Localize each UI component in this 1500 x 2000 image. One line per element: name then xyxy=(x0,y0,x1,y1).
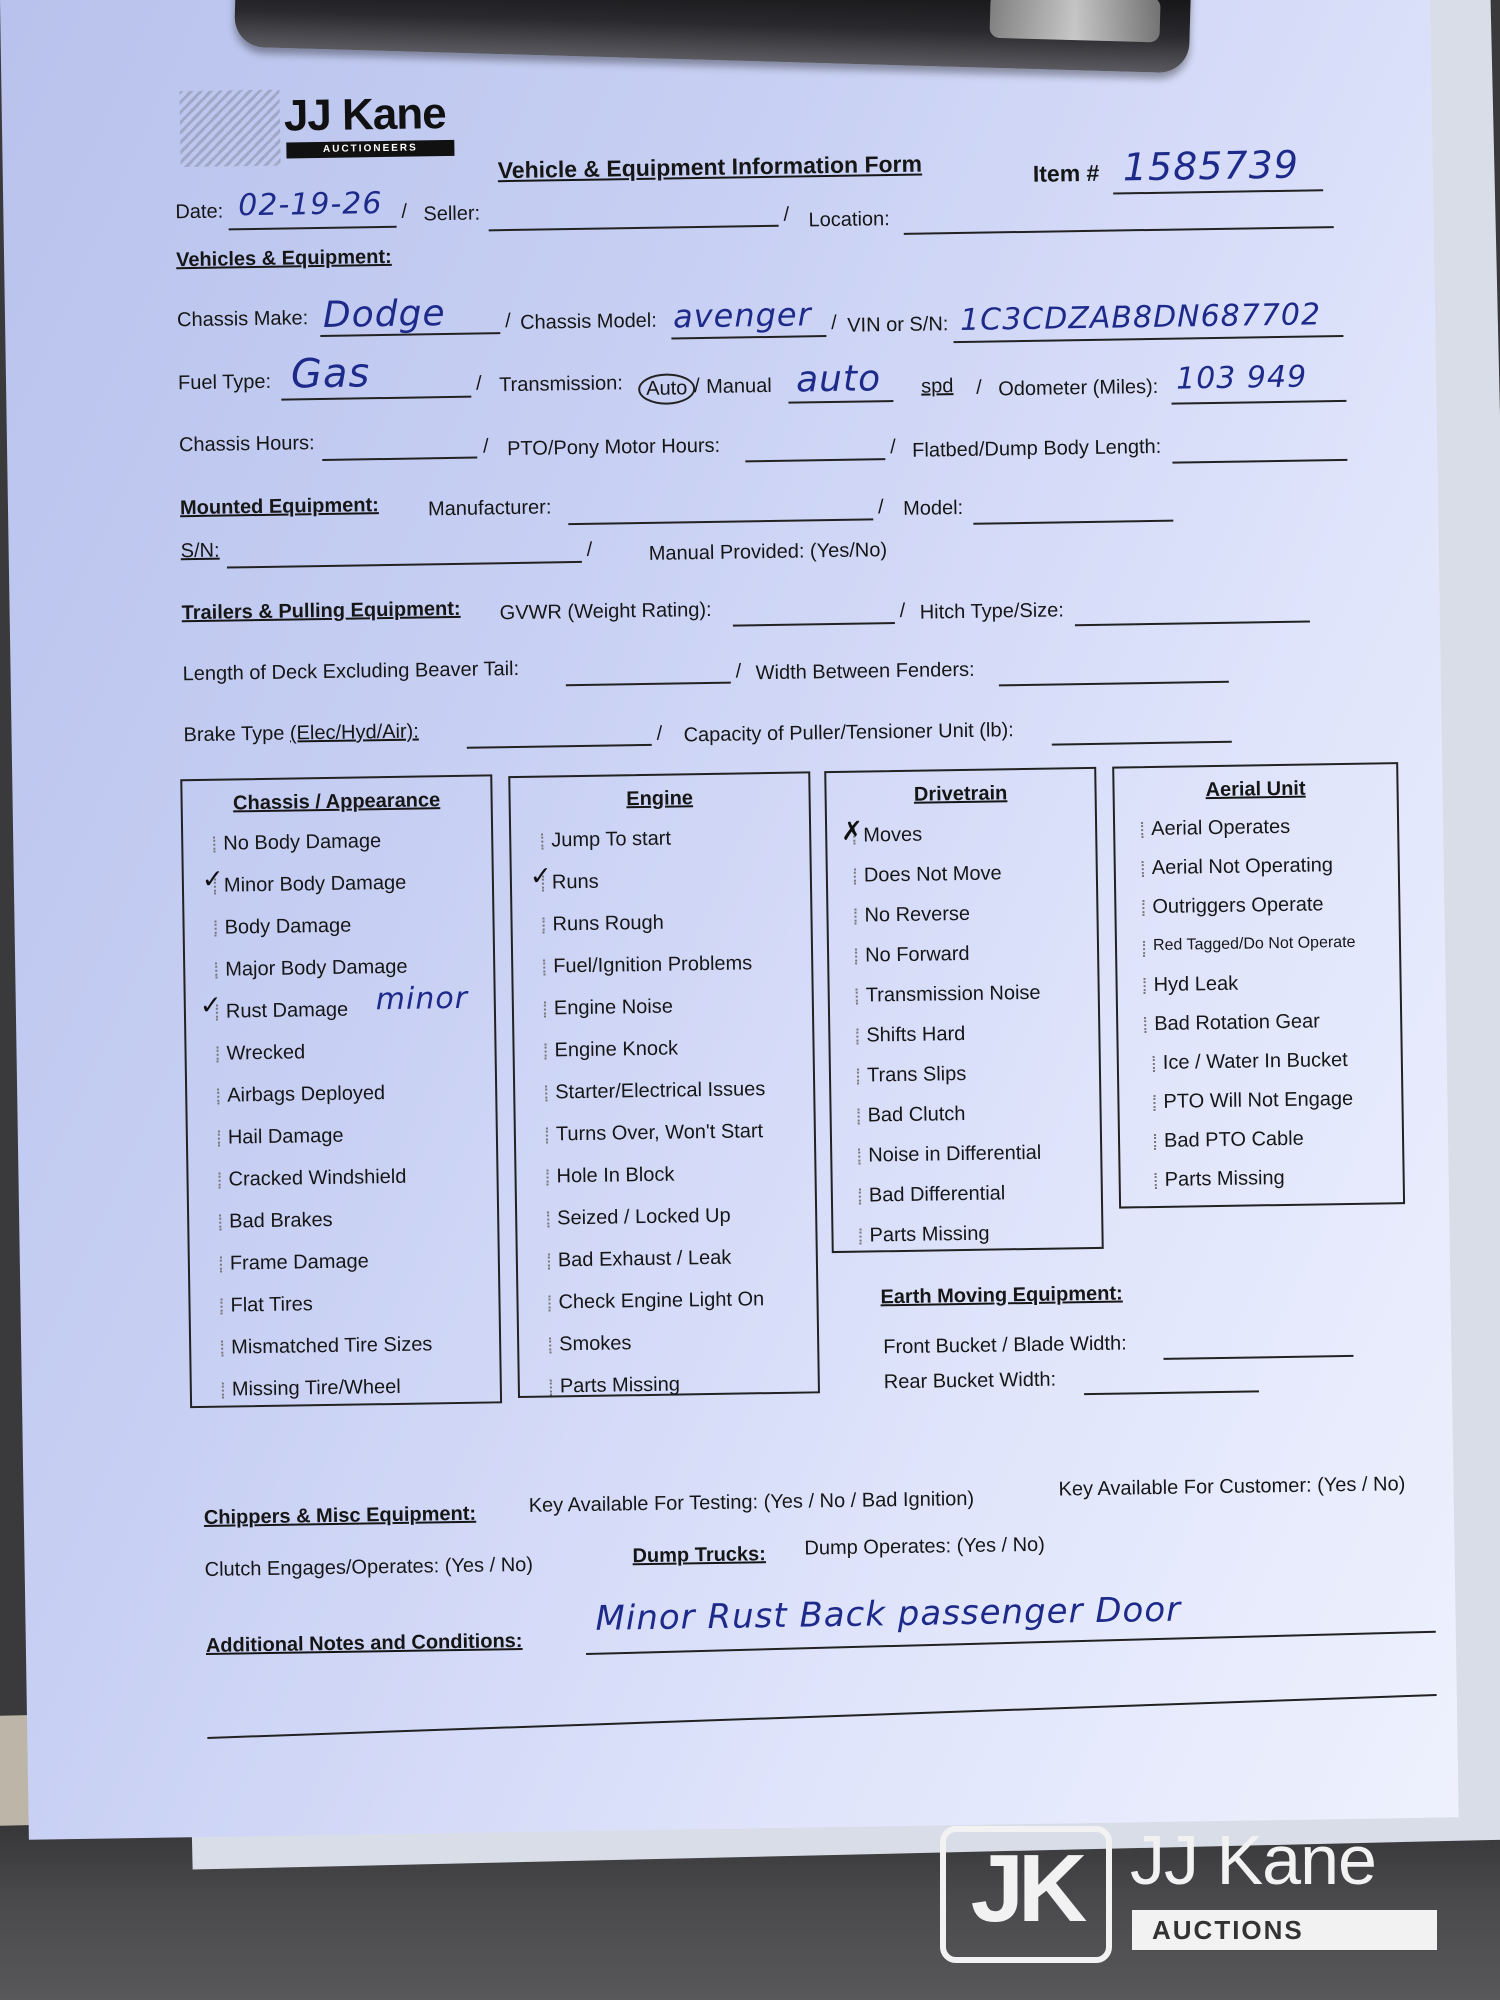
manual-provided[interactable]: Manual Provided: (Yes/No) xyxy=(648,539,888,565)
engine-item[interactable]: Engine Knock xyxy=(554,1037,679,1062)
drivetrain-item[interactable]: Bad Differential xyxy=(868,1182,1006,1207)
fenders-field[interactable] xyxy=(999,681,1229,687)
transmission-manual-option[interactable]: Manual xyxy=(705,374,772,398)
drivetrain-box-title: Drivetrain xyxy=(913,782,1008,806)
pto-hours-label: PTO/Pony Motor Hours: xyxy=(506,434,721,461)
aerial-unit-box xyxy=(1112,762,1405,1208)
drivetrain-item[interactable]: Transmission Noise xyxy=(865,981,1041,1007)
drivetrain-item[interactable]: Noise in Differential xyxy=(868,1141,1042,1167)
form-title: Vehicle & Equipment Information Form xyxy=(497,150,923,184)
rear-bucket-label: Rear Bucket Width: xyxy=(883,1368,1057,1394)
clutch-engages[interactable]: Clutch Engages/Operates: (Yes / No) xyxy=(204,1553,534,1581)
drivetrain-item[interactable]: Shifts Hard xyxy=(866,1022,966,1047)
flatbed-length-field[interactable] xyxy=(1172,459,1347,464)
capacity-field[interactable] xyxy=(1052,741,1232,746)
key-testing[interactable]: Key Available For Testing: (Yes / No / Bad Ignition) xyxy=(528,1487,975,1517)
chassis-hours-field[interactable] xyxy=(322,457,477,461)
chassis-item[interactable]: Frame Damage xyxy=(229,1250,369,1275)
engine-item[interactable]: Runs Rough xyxy=(552,911,664,936)
brake-type-label: Brake Type xyxy=(183,722,291,747)
speed-label: spd xyxy=(921,375,954,398)
chassis-appearance-box xyxy=(180,774,502,1408)
engine-item[interactable]: Runs xyxy=(551,870,599,894)
chassis-item[interactable]: Missing Tire/Wheel xyxy=(231,1375,401,1401)
sn-label: S/N: xyxy=(180,539,220,563)
additional-notes-second-line[interactable] xyxy=(207,1694,1436,1739)
model-field[interactable] xyxy=(973,520,1173,525)
engine-item[interactable]: Hole In Block xyxy=(556,1163,675,1188)
vin-label: VIN or S/N: xyxy=(847,313,949,337)
aerial-item[interactable]: Bad PTO Cable xyxy=(1163,1127,1304,1152)
drivetrain-box xyxy=(824,767,1104,1253)
chassis-item[interactable]: No Body Damage xyxy=(223,830,382,855)
seller-label: Seller: xyxy=(423,202,481,226)
drivetrain-item[interactable]: Moves xyxy=(863,823,923,847)
chassis-item[interactable]: Major Body Damage xyxy=(225,955,408,981)
engine-item[interactable]: Bad Exhaust / Leak xyxy=(557,1246,732,1272)
aerial-item[interactable]: Parts Missing xyxy=(1164,1166,1285,1191)
chassis-item[interactable]: Minor Body Damage xyxy=(223,871,407,897)
additional-notes-label: Additional Notes and Conditions: xyxy=(205,1629,523,1657)
fuel-type-value[interactable]: Gas xyxy=(290,350,371,398)
front-bucket-field[interactable] xyxy=(1163,1355,1353,1360)
watermark-name: JJ Kane xyxy=(1130,1821,1376,1899)
deck-length-field[interactable] xyxy=(566,682,731,687)
chassis-item[interactable]: Hail Damage xyxy=(227,1124,344,1149)
engine-item[interactable]: Jump To start xyxy=(551,827,672,852)
fuel-type-label: Fuel Type: xyxy=(177,370,272,395)
logo-tagline: AUCTIONEERS xyxy=(286,140,454,159)
pto-hours-field[interactable] xyxy=(745,458,885,462)
earth-moving-heading: Earth Moving Equipment: xyxy=(880,1282,1123,1309)
manufacturer-label: Manufacturer: xyxy=(427,496,552,521)
aerial-item[interactable]: Hyd Leak xyxy=(1153,972,1239,996)
drivetrain-item[interactable]: Bad Clutch xyxy=(867,1102,966,1127)
chassis-item[interactable]: Flat Tires xyxy=(230,1293,313,1317)
moves-x-icon: ✗ xyxy=(840,816,864,847)
fenders-label: Width Between Fenders: xyxy=(755,658,975,685)
date-value[interactable]: 02-19-26 xyxy=(237,186,383,224)
flatbed-length-label: Flatbed/Dump Body Length: xyxy=(912,435,1162,462)
mounted-equipment-heading: Mounted Equipment: xyxy=(179,494,380,520)
chassis-item[interactable]: Airbags Deployed xyxy=(227,1082,386,1107)
chassis-box-title: Chassis / Appearance xyxy=(232,789,441,815)
capacity-label: Capacity of Puller/Tensioner Unit (lb): xyxy=(683,719,1014,747)
watermark-logo-letters: JK xyxy=(970,1835,1082,1942)
vin-value[interactable]: 1C3CDZAB8DN687702 xyxy=(959,297,1322,338)
chassis-hours-label: Chassis Hours: xyxy=(178,432,315,457)
drivetrain-item[interactable]: Parts Missing xyxy=(869,1222,990,1247)
speed-value[interactable]: auto xyxy=(795,358,882,401)
engine-item[interactable]: Parts Missing xyxy=(559,1373,681,1398)
engine-item[interactable]: Turns Over, Won't Start xyxy=(555,1120,764,1146)
deck-length-label: Length of Deck Excluding Beaver Tail: xyxy=(182,657,520,686)
engine-item[interactable]: Starter/Electrical Issues xyxy=(555,1078,766,1104)
engine-item[interactable]: Smokes xyxy=(559,1332,632,1356)
hitch-label: Hitch Type/Size: xyxy=(919,599,1065,624)
chassis-item[interactable]: Wrecked xyxy=(226,1041,306,1065)
aerial-item[interactable]: Ice / Water In Bucket xyxy=(1162,1048,1348,1074)
engine-item[interactable]: Engine Noise xyxy=(553,995,674,1020)
chassis-item[interactable]: Bad Brakes xyxy=(229,1208,333,1233)
chassis-make-label: Chassis Make: xyxy=(176,307,309,332)
watermark xyxy=(940,1820,1460,1960)
vehicle-information-form: JJ Kane AUCTIONEERS Vehicle & Equipment Information Form Item # 1585739 Date: 02-19-26 / Seller: / Location: Vehicles & Equipment: Chassis Make: Dodge / Chassis Model: avenger / VIN or S/N: 1C3CDZAB8DN687702 Fuel Type: Gas / Transmission: Auto / Manual auto spd / Odometer (Miles): 103 949 Chassis Hours: / PTO/Pony Motor Hours: / Flatbed/Dump Body Length: Mounted Equipment: Manufacturer: / Model: S/N: / Manual Provided: (Yes/No) Trailers & Pulling Equipment: GVWR (Weight Rating): / Hitch Type/Size: Length of Deck Excluding Beaver Tail: / Width Between Fenders: Brake Type (Elec/Hyd/Air): / Capacity of Puller/Tensioner Unit (lb): Chassis / Appearance No Body Damage Minor Body Damage Body Damage Major Body Damage Rust Damage Wrecked Airbags Deployed Hail Damage Cracked Windshield Bad Brakes Frame Damage Flat Tires Mismatched Tire Sizes Missing Tire/Wheel ✓ ✓ minor Engine Jump To start Runs Runs Rough Fuel/Ignition Problems Engine Noise Engine Knock Starter/Electrical Issues Turns Over, Won't Start Hole In Block Seized / Locked Up Bad Exhaust / Leak Check Engine Light On Smokes Parts Missing ✓ Drivetrain Moves Does Not Move No Reverse No Forward Transmission Noise Shifts Hard Trans Slips Bad Clutch Noise in Differential Bad Differential Parts Missing ✗ Aerial Unit Aerial Operates Aerial Not Operating Outriggers Operate Red Tagged/Do Not Operate Hyd Leak Bad Rotation Gear Ice / Water In Bucket PTO Will Not Engage Bad PTO Cable Parts Missing Earth Moving Equipment: Front Bucket / Blade Width: Rear Bucket Width: Chippers & Misc Equipment: Key Available For Testing: (Yes / No / Bad Ignition) Key Available For Customer: (Yes / No) Clutch Engages/Operates: (Yes / No) Dump Trucks: Dump Operates: (Yes / No) Additional Notes and Conditions: Minor Rust Back passenger Door xyxy=(0,0,1459,1840)
item-label: Item # xyxy=(1032,159,1100,187)
additional-notes-value[interactable]: Minor Rust Back passenger Door xyxy=(595,1589,1182,1639)
aerial-item[interactable]: Outriggers Operate xyxy=(1152,893,1324,919)
aerial-item[interactable]: PTO Will Not Engage xyxy=(1163,1087,1354,1113)
engine-box-title: Engine xyxy=(626,787,694,811)
vehicles-heading: Vehicles & Equipment: xyxy=(175,245,392,272)
hitch-field[interactable] xyxy=(1075,621,1310,627)
drivetrain-item[interactable]: No Forward xyxy=(864,942,970,967)
chassis-item[interactable]: Body Damage xyxy=(224,914,352,939)
odometer-label: Odometer (Miles): xyxy=(998,375,1159,401)
location-label: Location: xyxy=(808,208,890,232)
chassis-item[interactable]: Mismatched Tire Sizes xyxy=(231,1333,433,1359)
chassis-make-value[interactable]: Dodge xyxy=(322,293,446,336)
aerial-item[interactable]: Aerial Not Operating xyxy=(1151,854,1334,880)
aerial-item[interactable]: Aerial Operates xyxy=(1150,815,1291,841)
brake-type-options[interactable]: (Elec/Hyd/Air): xyxy=(289,720,419,745)
engine-box xyxy=(508,771,820,1398)
minor-body-damage-check-icon: ✓ xyxy=(201,864,224,895)
runs-check-icon: ✓ xyxy=(529,861,552,892)
rear-bucket-field[interactable] xyxy=(1084,1390,1259,1395)
engine-item[interactable]: Fuel/Ignition Problems xyxy=(553,952,753,978)
chassis-model-label: Chassis Model: xyxy=(519,309,658,334)
key-customer[interactable]: Key Available For Customer: (Yes / No) xyxy=(1058,1473,1406,1501)
gvwr-label: GVWR (Weight Rating): xyxy=(499,598,712,625)
aerial-item[interactable]: Bad Rotation Gear xyxy=(1154,1010,1321,1035)
sn-field[interactable] xyxy=(227,561,582,569)
item-number[interactable]: 1585739 xyxy=(1122,142,1300,190)
logo-swoosh-icon xyxy=(179,90,280,168)
chassis-model-value[interactable]: avenger xyxy=(672,295,813,336)
brake-type-field[interactable] xyxy=(467,744,652,749)
chassis-item[interactable]: Cracked Windshield xyxy=(228,1165,407,1191)
trailers-heading: Trailers & Pulling Equipment: xyxy=(181,597,461,625)
logo-name: JJ Kane xyxy=(283,89,446,141)
aerial-item[interactable]: Red Tagged/Do Not Operate xyxy=(1152,933,1356,955)
drivetrain-item[interactable]: Does Not Move xyxy=(863,862,1002,887)
manufacturer-field[interactable] xyxy=(568,518,873,525)
gvwr-field[interactable] xyxy=(733,622,895,627)
chassis-item[interactable]: Rust Damage xyxy=(225,998,349,1023)
front-bucket-label: Front Bucket / Blade Width: xyxy=(883,1332,1127,1359)
rust-damage-check-icon: ✓ xyxy=(199,990,222,1021)
watermark-tagline: AUCTIONS xyxy=(1132,1910,1437,1950)
rust-damage-note[interactable]: minor xyxy=(375,980,469,1018)
drivetrain-item[interactable]: Trans Slips xyxy=(866,1062,967,1087)
engine-item[interactable]: Seized / Locked Up xyxy=(557,1204,731,1230)
seller-field[interactable] xyxy=(489,225,779,232)
transmission-label: Transmission: xyxy=(498,372,624,397)
dump-operates[interactable]: Dump Operates: (Yes / No) xyxy=(804,1533,1046,1560)
odometer-value[interactable]: 103 949 xyxy=(1175,359,1308,397)
date-label: Date: xyxy=(175,200,224,224)
transmission-auto-option[interactable]: Auto xyxy=(638,373,696,405)
location-field[interactable] xyxy=(904,226,1334,235)
model-label: Model: xyxy=(902,496,964,520)
chippers-heading: Chippers & Misc Equipment: xyxy=(203,1502,477,1529)
drivetrain-item[interactable]: No Reverse xyxy=(864,902,971,927)
dump-trucks-heading: Dump Trucks: xyxy=(632,1543,767,1568)
engine-item[interactable]: Check Engine Light On xyxy=(558,1288,765,1314)
aerial-box-title: Aerial Unit xyxy=(1205,777,1306,802)
